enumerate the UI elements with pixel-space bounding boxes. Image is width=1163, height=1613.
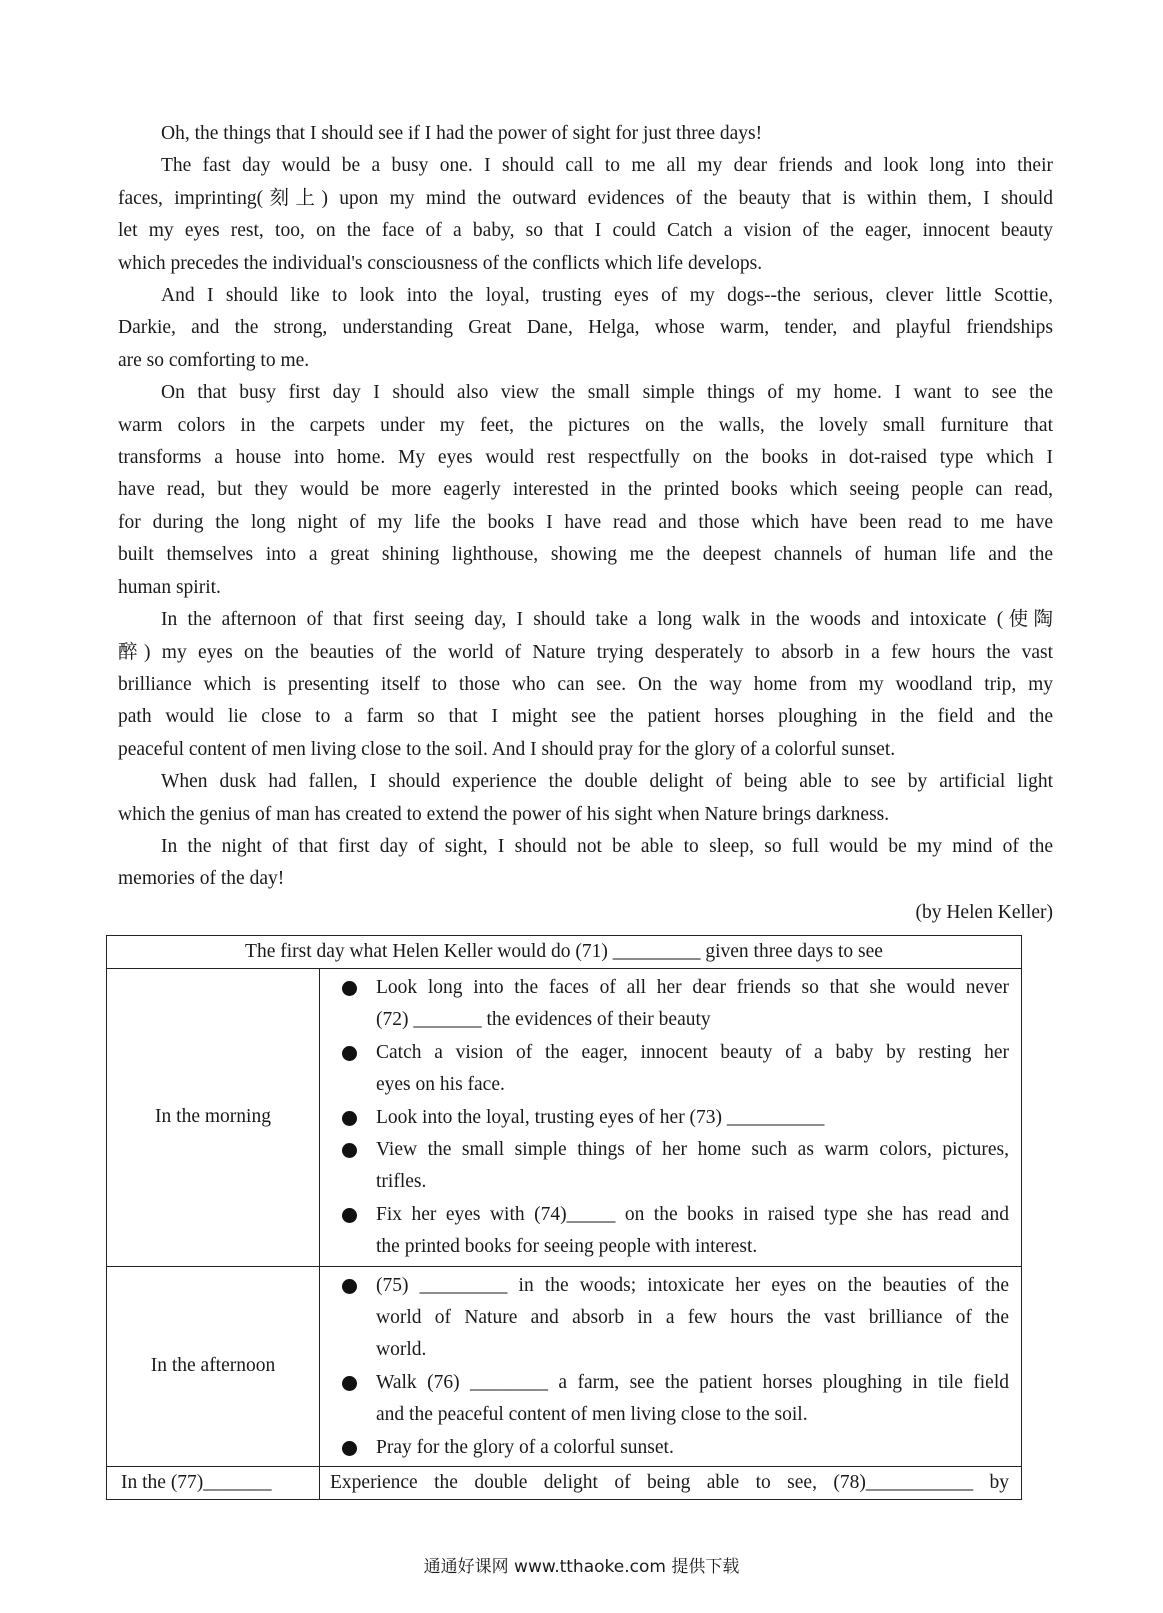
bullet-item-line: Look long into the faces of all her dear friends so that she would never [376,977,1009,998]
bullet-item-line: Walk (76) ________ a farm, see the patient horses ploughing in tile field [376,1371,1009,1393]
bullet-dot-icon [342,1376,357,1391]
article-line: which precedes the individual's consciousness of the conflicts which life develops. [118,252,763,274]
bullet-item-line: world of Nature and absorb in a few hours the vast brilliance of the [376,1307,1009,1329]
bullet-item-line: (72) _______ the evidences of their beauty [376,1009,711,1031]
article-line: When dusk had fallen, I should experience the double delight of being able to see by artificial light [161,771,1053,793]
bullet-item [330,1134,1009,1199]
bullet-dot-icon [342,1111,357,1126]
bullet-item [330,1037,1009,1102]
evening-label: In the (77)_______ [107,1467,320,1500]
article-line: built themselves into a great shining lighthouse, showing me the deepest channels of human life and the [118,544,1053,566]
article-line: The fast day would be a busy one. I should call to me all my dear friends and look long into their [161,155,1053,177]
bullet-item-line: Pray for the glory of a colorful sunset. [376,1436,674,1458]
article-line: In the night of that first day of sight, I should not be able to sleep, so full would be my mind of the [161,835,1053,857]
table-header: The first day what Helen Keller would do (71) _________ given three days to see [107,936,1022,969]
article-line: 醉) my eyes on the beauties of the world of Nature trying desperately to absorb in a few hours the vast [118,641,1053,663]
article-line: transforms a house into home. My eyes would rest respectfully on the books in dot-raised type which I [118,447,1053,469]
summary-table [106,935,1022,1500]
bullet-dot-icon [342,1046,357,1061]
bullet-item-line: eyes on his face. [376,1074,505,1096]
bullet-item-line: trifles. [376,1171,427,1193]
bullet-item [330,1199,1009,1264]
evening-text: Experience the double delight of being able to see, (78)___________ by [320,1467,1022,1500]
article-line: human spirit. [118,576,221,598]
bullet-item-line: world. [376,1339,427,1361]
bullet-dot-icon [342,981,357,996]
bullet-dot-icon [342,1208,357,1223]
article-line: And I should like to look into the loyal, trusting eyes of my dogs--the serious, clever little Scottie, [161,285,1053,307]
article-line: Darkie, and the strong, understanding Great Dane, Helga, whose warm, tender, and playful friendships [118,317,1053,339]
morning-items [320,969,1022,1267]
article-line: On that busy first day I should also view the small simple things of my home. I want to see the [161,382,1053,404]
bullet-item [330,1102,1009,1134]
bullet-item-line: (75) _________ in the woods; intoxicate her eyes on the beauties of the [376,1274,1009,1296]
afternoon-items [320,1266,1022,1466]
article [118,118,1053,929]
bullet-item [330,1367,1009,1432]
bullet-item [330,972,1009,1037]
bullet-dot-icon [342,1143,357,1158]
article-line: In the afternoon of that first seeing day, I should take a long walk in the woods and intoxicate (使陶 [161,609,1053,631]
morning-label: In the morning [107,969,320,1267]
bullet-item-line: the printed books for seeing people with interest. [376,1236,758,1258]
article-line: Oh, the things that I should see if I had the power of sight for just three days! [161,123,763,144]
bullet-dot-icon [342,1441,357,1456]
bullet-item-line: Look into the loyal, trusting eyes of her (73) __________ [376,1106,825,1128]
bullet-item-line: Catch a vision of the eager, innocent beauty of a baby by resting her [376,1041,1009,1063]
bullet-item [330,1432,1009,1464]
article-line: are so comforting to me. [118,349,310,371]
afternoon-label: In the afternoon [107,1266,320,1466]
article-line: for during the long night of my life the books I have read and those which have been read to me have [118,511,1053,533]
bullet-item [330,1270,1009,1367]
bullet-dot-icon [342,1279,357,1294]
footer-watermark: 通通好课网 www.tthaoke.com 提供下载 [423,1557,740,1577]
bullet-item-line: and the peaceful content of men living close to the soil. [376,1404,808,1426]
article-line: peaceful content of men living close to the soil. And I should pray for the glory of a colorful sunset. [118,738,896,760]
bullet-item-line: Fix her eyes with (74)_____ on the books in raised type she has read and [376,1203,1009,1225]
article-line: path would lie close to a farm so that I might see the patient horses ploughing in the field and the [118,706,1053,728]
article-line: brilliance which is presenting itself to those who can see. On the way home from my woodland trip, my [118,673,1053,695]
article-line: warm colors in the carpets under my feet, the pictures on the walls, the lovely small furniture that [118,414,1053,436]
article-line: let my eyes rest, too, on the face of a baby, so that I could Catch a vision of the eager, innocent beauty [118,220,1053,242]
article-line: have read, but they would be more eagerly interested in the printed books which seeing people can read, [118,479,1053,501]
article-line: memories of the day! [118,868,285,890]
bullet-item-line: View the small simple things of her home such as warm colors, pictures, [376,1139,1009,1161]
byline: (by Helen Keller) [915,901,1053,923]
article-line: which the genius of man has created to extend the power of his sight when Nature brings darkness. [118,803,890,825]
article-line: faces, imprinting(刻上) upon my mind the outward evidences of the beauty that is within them, I should [118,187,1053,209]
